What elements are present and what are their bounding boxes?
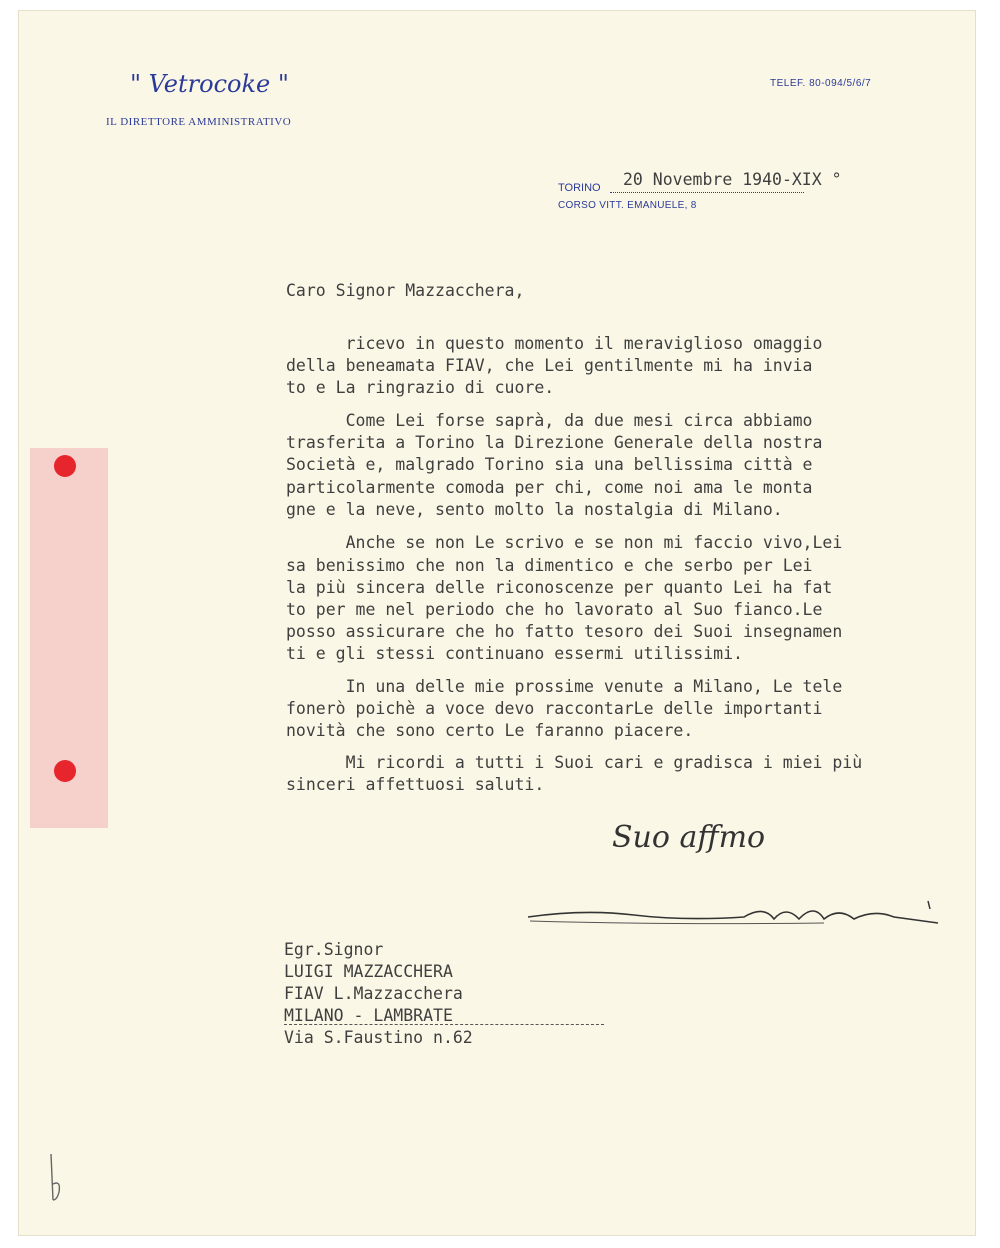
sender-address: CORSO VITT. EMANUELE, 8 bbox=[558, 200, 697, 211]
letterhead-title: IL DIRETTORE AMMINISTRATIVO bbox=[106, 116, 292, 128]
address-underline bbox=[284, 1024, 604, 1025]
handwritten-signature bbox=[524, 895, 944, 935]
date-dotted-line bbox=[610, 192, 804, 193]
body-line: ricevo in questo momento il meraviglioso omaggio bbox=[286, 334, 823, 353]
body-line: In una delle mie prossime venute a Milano, Le tele bbox=[286, 677, 843, 696]
recipient-line: MILANO - LAMBRATE bbox=[284, 1006, 453, 1025]
body-line: gne e la neve, sento molto la nostalgia di Milano. bbox=[286, 500, 783, 519]
body-line: trasferita a Torino la Direzione Generale della nostra bbox=[286, 433, 823, 452]
body-line: sa benissimo che non la dimentico e che serbo per Lei bbox=[286, 556, 813, 575]
body-line: la più sincera delle riconoscenze per quanto Lei ha fat bbox=[286, 578, 833, 597]
city-label: TORINO bbox=[558, 182, 601, 194]
body-line: ti e gli stessi continuano essermi utilissimi. bbox=[286, 644, 743, 663]
handwritten-closing: Suo affmo bbox=[612, 820, 766, 855]
recipient-line: FIAV L.Mazzacchera bbox=[284, 984, 463, 1003]
punch-hole-bottom bbox=[54, 760, 76, 782]
phone-number: TELEF. 80-094/5/6/7 bbox=[770, 78, 872, 89]
recipient-line: Egr.Signor bbox=[284, 940, 384, 959]
body-line: particolarmente comoda per chi, come noi ama le monta bbox=[286, 478, 813, 497]
body-line: sinceri affettuosi saluti. bbox=[286, 775, 545, 794]
body-line: Società e, malgrado Torino sia una bellissima città e bbox=[286, 455, 813, 474]
body-line: posso assicurare che ho fatto tesoro dei Suoi insegnamen bbox=[286, 622, 843, 641]
body-line: Mi ricordi a tutti i Suoi cari e gradisca i miei più bbox=[286, 753, 863, 772]
recipient-line: Via S.Faustino n.62 bbox=[284, 1028, 473, 1047]
punch-hole-top bbox=[54, 455, 76, 477]
body-line: to e La ringrazio di cuore. bbox=[286, 378, 555, 397]
body-line: to per me nel periodo che ho lavorato al Suo fianco.Le bbox=[286, 600, 823, 619]
pencil-mark bbox=[45, 1150, 65, 1210]
body-line: Anche se non Le scrivo e se non mi faccio vivo,Lei bbox=[286, 533, 843, 552]
brand-logo: " Vetrocoke " bbox=[130, 70, 289, 98]
body-line: novità che sono certo Le faranno piacere. bbox=[286, 721, 694, 740]
body-line: fonerò poichè a voce devo raccontarLe delle importanti bbox=[286, 699, 823, 718]
recipient-line: LUIGI MAZZACCHERA bbox=[284, 962, 453, 981]
body-line: Come Lei forse saprà, da due mesi circa abbiamo bbox=[286, 411, 813, 430]
letter-date: 20 Novembre 1940-XIX ° bbox=[623, 170, 842, 189]
salutation: Caro Signor Mazzacchera, bbox=[286, 281, 525, 300]
body-line: della beneamata FIAV, che Lei gentilmente mi ha invia bbox=[286, 356, 813, 375]
